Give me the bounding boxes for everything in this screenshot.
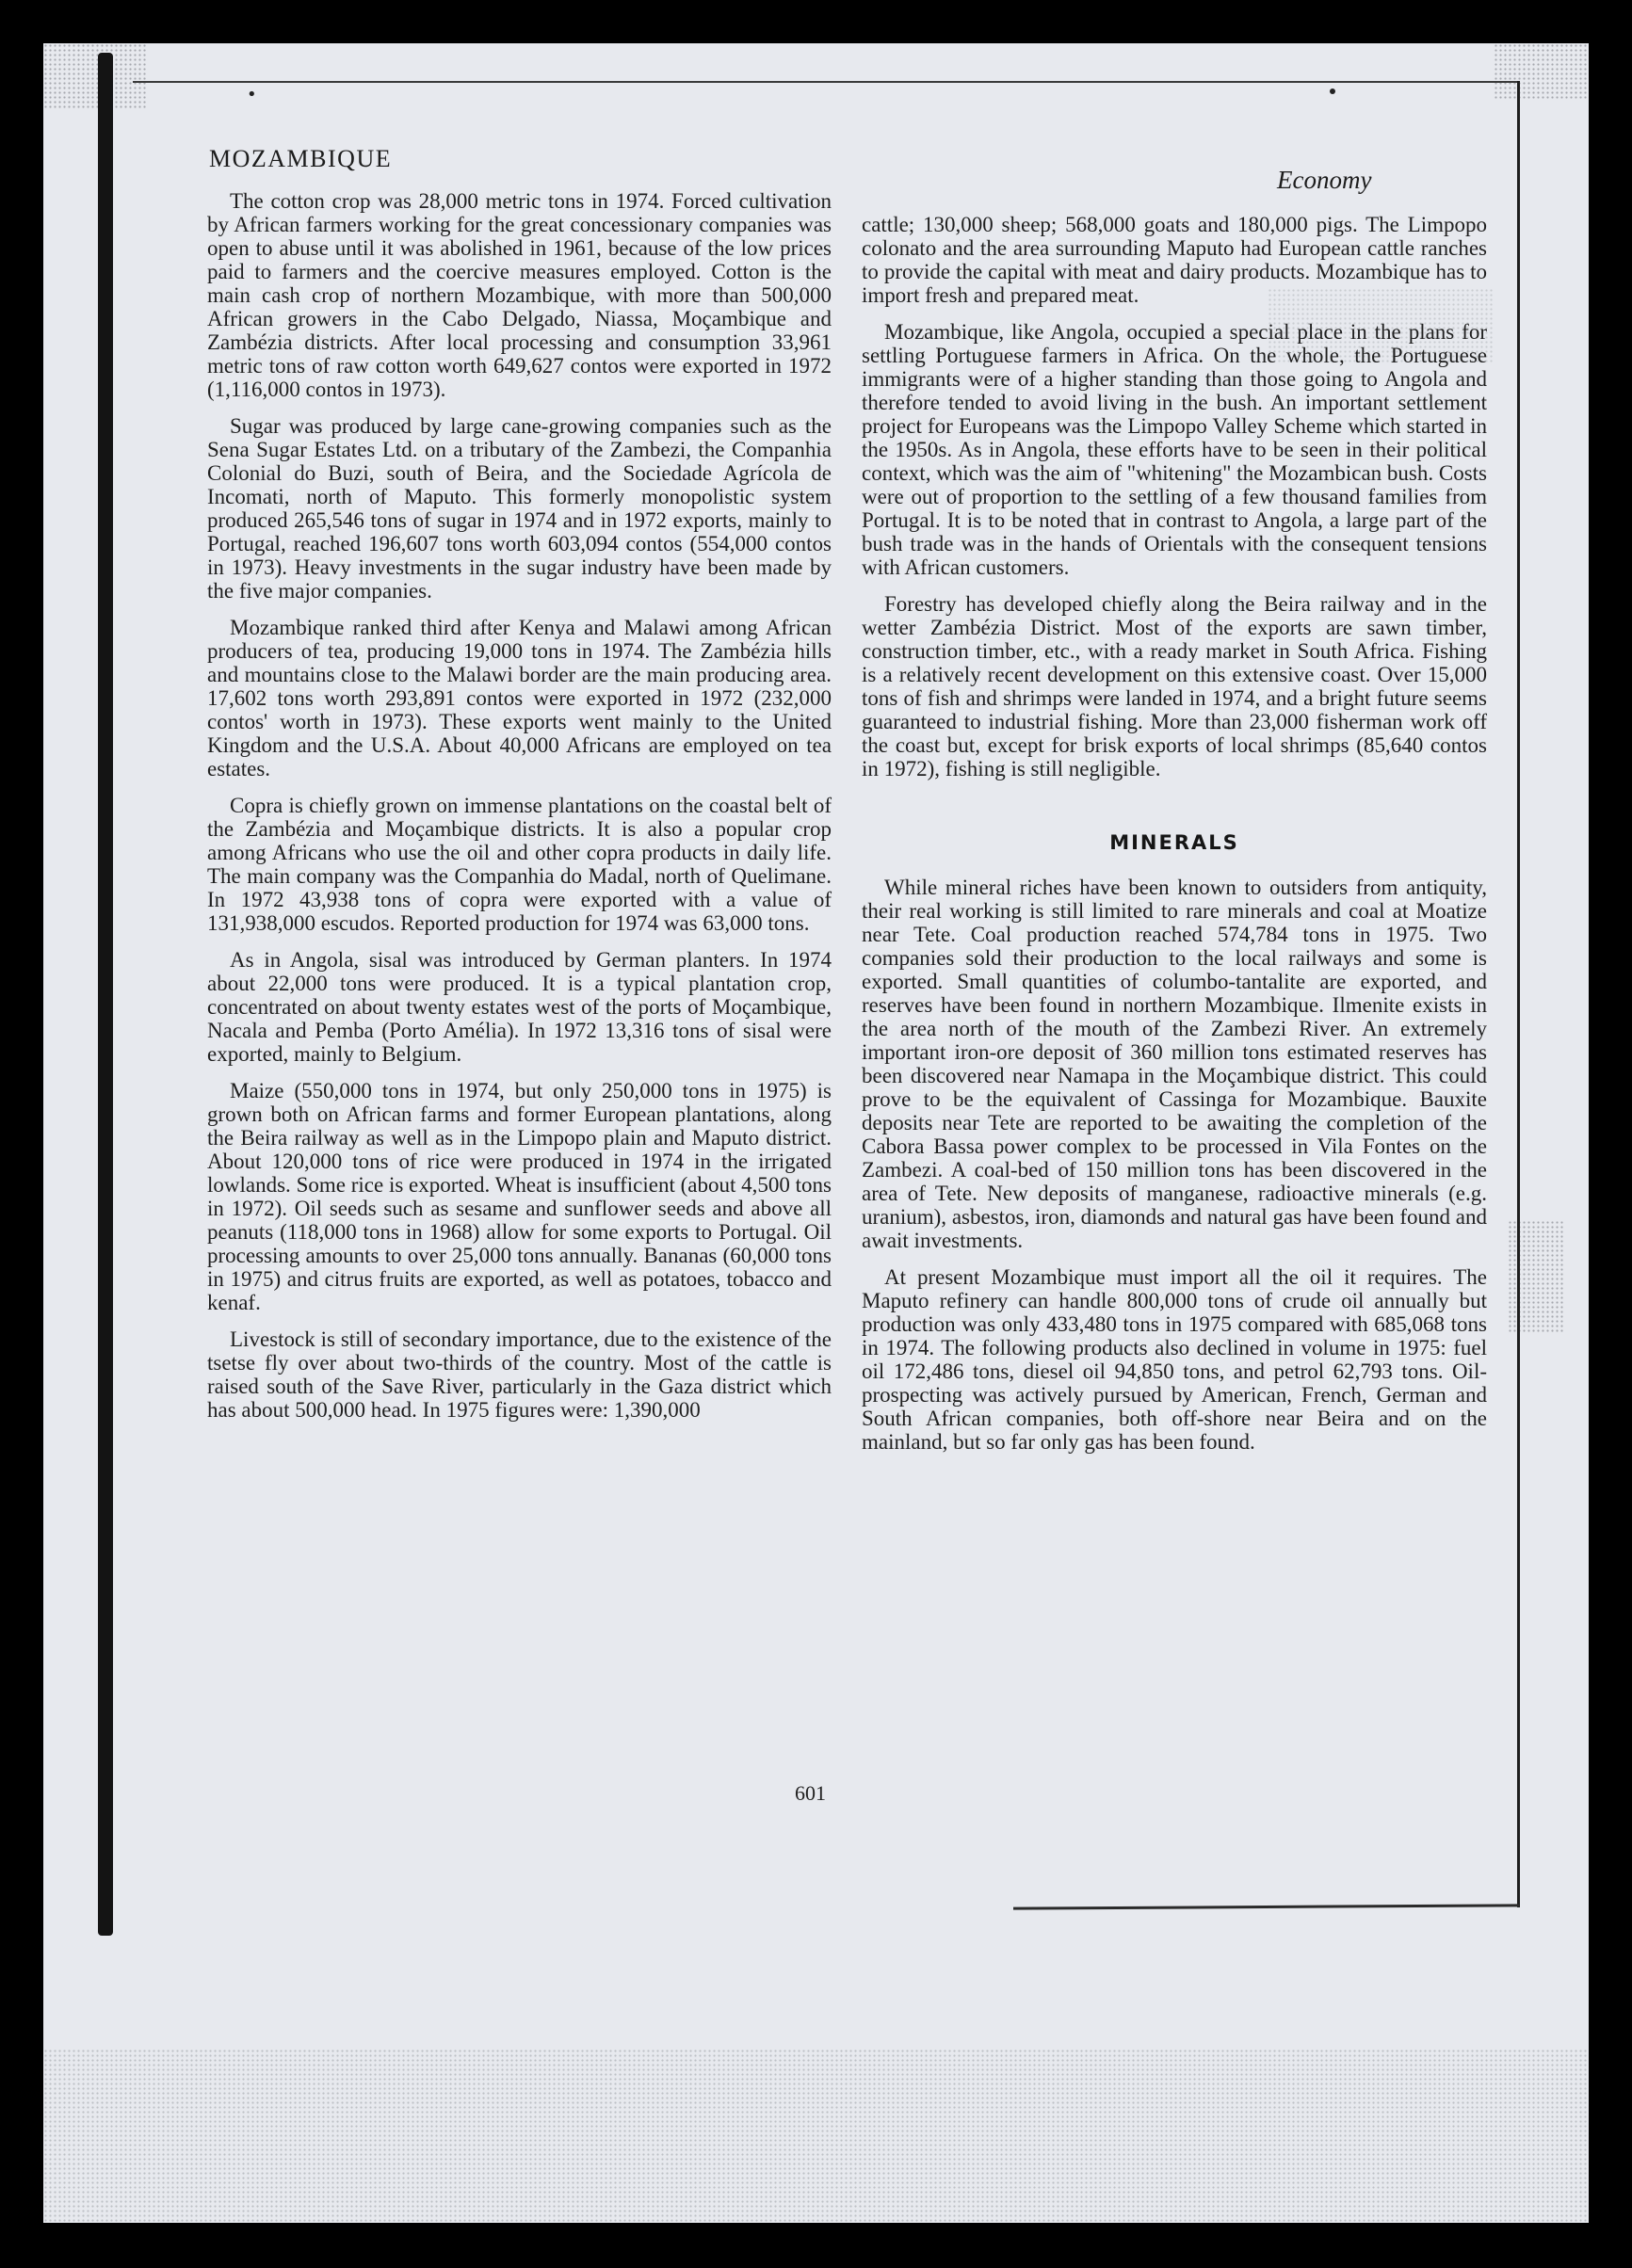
ink-dot bbox=[1330, 88, 1335, 94]
paragraph-cotton: The cotton crop was 28,000 metric tons in 1974. Forced cultivation by African farmers working for the great concessionary companies was open to abuse until it was abolished in 1961, because of the low prices paid to farmers and the coercive measures employed. Cotton is the main cash crop of northern Mozambique, with more than 500,000 African growers in the Cabo Delgado, Niassa, Moçambique and Zambézia districts. After local processing and consumption 33,961 metric tons of raw cotton worth 649,627 contos were exported in 1972 (1,116,000 contos in 1973). bbox=[207, 189, 832, 401]
paragraph-livestock-continued: cattle; 130,000 sheep; 568,000 goats and 180,000 pigs. The Limpopo colonato and the area surrounding Maputo had European cattle ranches to provide the capital with meat and dairy products. Mozambique has to import fresh and prepared meat. bbox=[862, 213, 1487, 307]
scan-noise bbox=[43, 2049, 1589, 2223]
page-border-top bbox=[133, 81, 1517, 83]
left-column bbox=[207, 189, 832, 1435]
right-column bbox=[862, 213, 1487, 1467]
scan-noise bbox=[43, 43, 147, 109]
scan-noise bbox=[1494, 43, 1589, 100]
binding-edge bbox=[98, 53, 113, 1936]
running-head: MOZAMBIQUE bbox=[209, 145, 393, 172]
paragraph-settlement: Mozambique, like Angola, occupied a special place in the plans for settling Portuguese farmers in Africa. On the whole, the Portuguese immigrants were of a higher standing than those going to Angola and therefore tended to avoid living in the bush. An important settlement project for Europeans was the Limpopo Valley Scheme which started in the 1950s. As in Angola, these efforts have to be seen in their political context, which was the aim of "whitening" the Mozambican bush. Costs were out of proportion to the settling of a few thousand families from Portugal. It is to be noted that in contrast to Angola, a large part of the bush trade was in the hands of Orientals with the consequent tensions with African customers. bbox=[862, 320, 1487, 579]
paragraph-oil: At present Mozambique must import all the oil it requires. The Maputo refinery can handle 800,000 tons of crude oil annually but production was only 433,480 tons in 1975 compared with 685,068 tons in 1974. The following products also declined in volume in 1975: fuel oil 172,486 tons, diesel oil 94,850 tons, and petrol 62,793 tons. Oil-prospecting was actively pursued by American, French, German and South African companies, both off-shore near Beira and on the mainland, but so far only gas has been found. bbox=[862, 1265, 1487, 1454]
paragraph-minerals: While mineral riches have been known to outsiders from antiquity, their real working is still limited to rare minerals and coal at Moatize near Tete. Coal production reached 574,784 tons in 1975. Two companies sold their production to the local railways and some is exported. Small quantities of columbo-tantalite are exported, and reserves have been found in northern Mozambique. Ilmenite exists in the area north of the mouth of the Zambezi River. An extremely important iron-ore deposit of 360 million tons estimated reserves has been discovered near Namapa in the Moçambique district. This could prove to be the equivalent of Cassinga for Mozambique. Bauxite deposits near Tete are reported to be awaiting the completion of the Cabora Bassa power complex to be processed in Vila Fontes on the Zambezi. A coal-bed of 150 million tons has been discovered in the area of Tete. New deposits of manganese, radioactive minerals (e.g. uranium), asbestos, iron, diamonds and natural gas have been found and await investments. bbox=[862, 876, 1487, 1252]
paragraph-maize: Maize (550,000 tons in 1974, but only 250,000 tons in 1975) is grown both on African farms and former European plantations, along the Beira railway as well as in the Limpopo plain and Maputo district. About 120,000 tons of rice were produced in 1974 in the irrigated lowlands. Some rice is exported. Wheat is insufficient (about 4,500 tons in 1972). Oil seeds such as sesame and sunflower seeds and above all peanuts (118,000 tons in 1968) allow for some exports to Portugal. Oil processing amounts to over 25,000 tons annually. Bananas (60,000 tons in 1975) and citrus fruits are exported, as well as potatoes, tobacco and kenaf. bbox=[207, 1079, 832, 1314]
paragraph-sisal: As in Angola, sisal was introduced by German planters. In 1974 about 22,000 tons were produced. It is a typical plantation crop, concentrated on about twenty estates west of the ports of Moçambique, Nacala and Pemba (Porto Amélia). In 1972 13,316 tons of sisal were exported, mainly to Belgium. bbox=[207, 948, 832, 1066]
bullet-mark: • bbox=[247, 85, 257, 105]
scanned-page bbox=[43, 43, 1589, 2223]
section-heading-minerals: MINERALS bbox=[1109, 831, 1239, 854]
page-number: 601 bbox=[795, 1781, 826, 1805]
scan-noise bbox=[1508, 1220, 1564, 1333]
paragraph-tea: Mozambique ranked third after Kenya and Malawi among African producers of tea, producing 19,000 tons in 1974. The Zambézia hills and mountains close to the Malawi border are the main producing area. 17,602 tons worth 293,891 contos were exported in 1972 (232,000 contos' worth in 1973). These exports went mainly to the United Kingdom and the U.S.A. About 40,000 Africans are employed on tea estates. bbox=[207, 616, 832, 780]
paragraph-copra: Copra is chiefly grown on immense plantations on the coastal belt of the Zambézia and Moçambique districts. It is also a popular crop among Africans who use the oil and other copra products in daily life. The main company was the Companhia do Madal, north of Quelimane. In 1972 43,938 tons of copra were exported with a value of 131,938,000 escudos. Reported production for 1974 was 63,000 tons. bbox=[207, 794, 832, 935]
page-border-bottom bbox=[1013, 1904, 1519, 1909]
section-label: Economy bbox=[1277, 166, 1372, 194]
page-border-right bbox=[1517, 81, 1520, 1907]
paragraph-livestock: Livestock is still of secondary importance, due to the existence of the tsetse fly over about two-thirds of the country. Most of the cattle is raised south of the Save River, particularly in the Gaza district which has about 500,000 head. In 1975 figures were: 1,390,000 bbox=[207, 1327, 832, 1422]
paragraph-sugar: Sugar was produced by large cane-growing companies such as the Sena Sugar Estates Ltd. on a tributary of the Zambezi, the Companhia Colonial do Buzi, south of Beira, and the Sociedade Agrícola de Incomati, north of Maputo. This formerly monopolistic system produced 265,546 tons of sugar in 1974 and in 1972 exports, mainly to Portugal, reached 196,607 tons worth 603,094 contos (554,000 contos in 1973). Heavy investments in the sugar industry have been made by the five major companies. bbox=[207, 414, 832, 603]
paragraph-forestry: Forestry has developed chiefly along the Beira railway and in the wetter Zambézia District. Most of the exports are sawn timber, construction timber, etc., with a ready market in South Africa. Fishing is a relatively recent development on this extensive coast. Over 15,000 tons of fish and shrimps were landed in 1974, and a bright future seems guaranteed to industrial fishing. More than 23,000 fisherman work off the coast but, except for brisk exports of local shrimps (85,640 contos in 1972), fishing is still negligible. bbox=[862, 592, 1487, 780]
